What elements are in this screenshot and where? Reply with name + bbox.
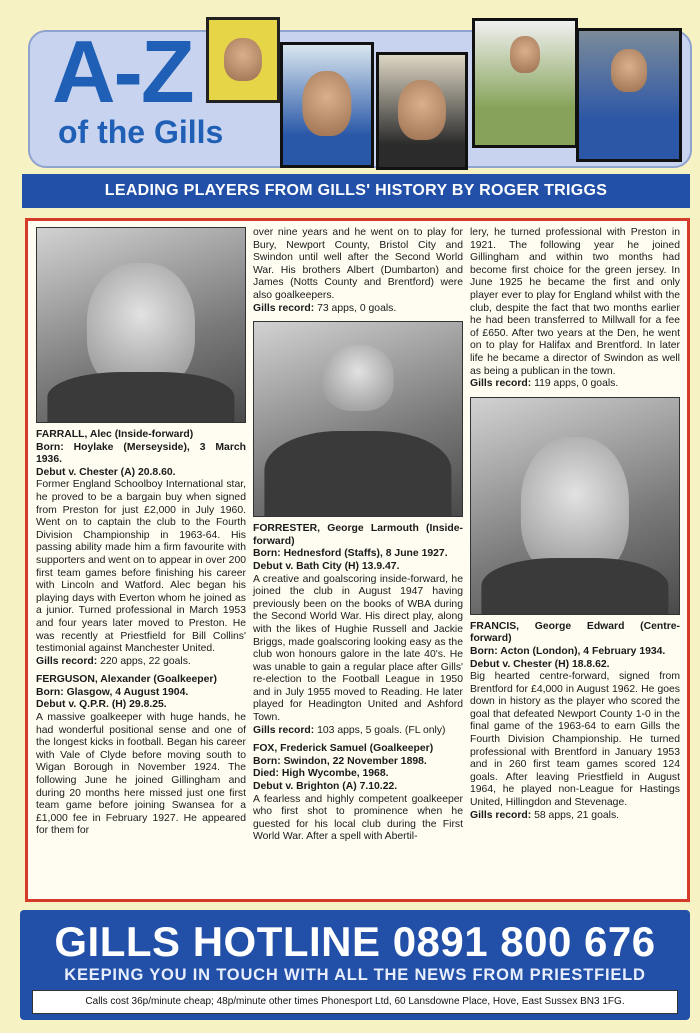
- header-photo-3: [376, 52, 468, 170]
- column-3: [470, 227, 680, 828]
- entry-bio-continued: over nine years and he went on to play for Bury, Newport County, Bristol City and Swindon until well after the Second World War. His brothers Albert (Dumbarton) and James (Notts County and Brentford) were also goalkeepers.: [253, 227, 463, 301]
- call-charges-note: Calls cost 36p/minute cheap; 48p/minute other times Phonesport Ltd, 60 Lansdowne Place, Hove, East Sussex BN3 1FG.: [32, 990, 678, 1014]
- entry-name: FARRALL, Alec (Inside-forward): [36, 429, 194, 440]
- entry-bio: A massive goalkeeper with huge hands, he had wonderful positional sense and one of the longest kicks in football. Began his career with Vale of Clyde before moving south to Wigan Borough in November 1924. The following June he joined Gillingham and during 20 months here missed just one first team game before joining Swansea for a £1,000 fee in February 1927. He appeared for them for: [36, 712, 246, 837]
- entry-name: FRANCIS, George Edward (Centre-forward): [470, 620, 680, 645]
- entry-debut: Debut v. Q.P.R. (H) 29.8.25.: [36, 699, 167, 711]
- hotline-banner: [20, 910, 690, 1020]
- entry-debut: Debut v. Brighton (A) 7.10.22.: [253, 781, 398, 793]
- entry-bio: A creative and goalscoring inside-forward, he joined the club in August 1947 having previously been on the books of WBA during the Second World War. His direct play, along with the likes of Hughie Russell and Jackie Briggs, made goalscoring looking easy as the club won honours galore in the late 40's. He was unable to gain a regular place after Gills' re-election to the Football League in 1950 and in July 1955 moved to Reading. He later played for Headington United and Ashford Town.: [253, 573, 463, 724]
- entry-born: Born: Glasgow, 4 August 1904.: [36, 686, 189, 698]
- header-photo-5: [576, 28, 682, 162]
- photo-forrester: [253, 321, 463, 517]
- entry-record: Gills record: 103 apps, 5 goals. (FL only): [253, 724, 446, 736]
- entry-debut: Debut v. Chester (A) 20.8.60.: [36, 466, 176, 478]
- title-of-the-gills: of the Gills: [58, 114, 224, 150]
- entry-bio: A fearless and highly competent goalkeeper who first shot to prominence when he guested for his local club during the First World War. After a spell with Abertil-: [253, 793, 463, 843]
- entry-born: Born: Acton (London), 4 February 1934.: [470, 645, 666, 657]
- entry-died: Died: High Wycombe, 1968.: [253, 768, 389, 780]
- subtitle-banner: LEADING PLAYERS FROM GILLS' HISTORY BY ROGER TRIGGS: [22, 174, 690, 208]
- entry-born: Born: Swindon, 22 November 1898.: [253, 755, 427, 767]
- photo-farrall: [36, 227, 246, 423]
- article-content: [25, 218, 690, 902]
- entry-name: FOX, Frederick Samuel (Goalkeeper): [253, 743, 434, 755]
- photo-francis: [470, 397, 680, 615]
- header-photo-2: [280, 42, 374, 168]
- hotline-number: GILLS HOTLINE 0891 800 676: [54, 918, 656, 965]
- entry-record: Gills record: 119 apps, 0 goals.: [470, 378, 619, 390]
- entry-record: Gills record: 220 apps, 22 goals.: [36, 655, 191, 667]
- title-az: A-Z: [52, 22, 193, 121]
- entry-name: FERGUSON, Alexander (Goalkeeper): [36, 674, 217, 686]
- entry-record: Gills record: 73 apps, 0 goals.: [253, 302, 397, 314]
- hotline-tagline: KEEPING YOU IN TOUCH WITH ALL THE NEWS FROM PRIESTFIELD: [64, 966, 646, 984]
- entry-name: FORRESTER, George Larmouth (Inside-forward): [253, 523, 463, 547]
- header-photo-4: [472, 18, 578, 148]
- entry-bio: Big hearted centre-forward, signed from Brentford for £4,000 in August 1962. He goes down in history as the player who scored the goal that defeated Newport County 1-0 in the final game of the 1963-64 to earn Gills the Fourth Division Championship. He turned professional with Brentford in January 1953 and in 260 first team games scored 124 goals. After leaving Priestfield in August 1964, he played non-League for Hastings United, Hillingdon and Stevenage.: [470, 671, 680, 809]
- entry-debut: Debut v. Bath City (H) 13.9.47.: [253, 560, 400, 572]
- entry-born: Born: Hednesford (Staffs), 8 June 1927.: [253, 548, 448, 560]
- entry-bio: Former England Schoolboy International star, he proved to be a bargain buy when signed from Preston for just £2,000 in July 1960. Went on to captain the club to the Fourth Division Championship in 1963-64. His passing ability made him a firm favourite with supporters and went on to appear in over 200 first team games before finishing his career with Lincoln and Watford. Alec began his playing days with Everton whom he joined as a junior. Turned professional in March 1953 and four years later moved to Preston. He was recently at Priestfield for Bill Collins' testimonial against Manchester United.: [36, 479, 246, 655]
- header-photo-1: [206, 17, 280, 103]
- entry-bio-continued: lery, he turned professional with Preston in 1921. The following year he joined Gillingham and within two months had become first choice for the green jersey. In June 1925 he became the first and only player ever to play for England whilst with the club, despite the fact that two months earlier he had been transferred to Millwall for a fee of £650. After two years at the Den, he went on to play for Halifax and Brentford. In later life he became a director of Swindon as well as being a publican in the town.: [470, 227, 680, 377]
- entry-debut: Debut v. Chester (H) 18.8.62.: [470, 658, 610, 670]
- column-1: [36, 227, 246, 838]
- column-2: [253, 227, 463, 844]
- entry-record: Gills record: 58 apps, 21 goals.: [470, 809, 620, 821]
- entry-born: Born: Hoylake (Merseyside), 3 March 1936.: [36, 441, 246, 466]
